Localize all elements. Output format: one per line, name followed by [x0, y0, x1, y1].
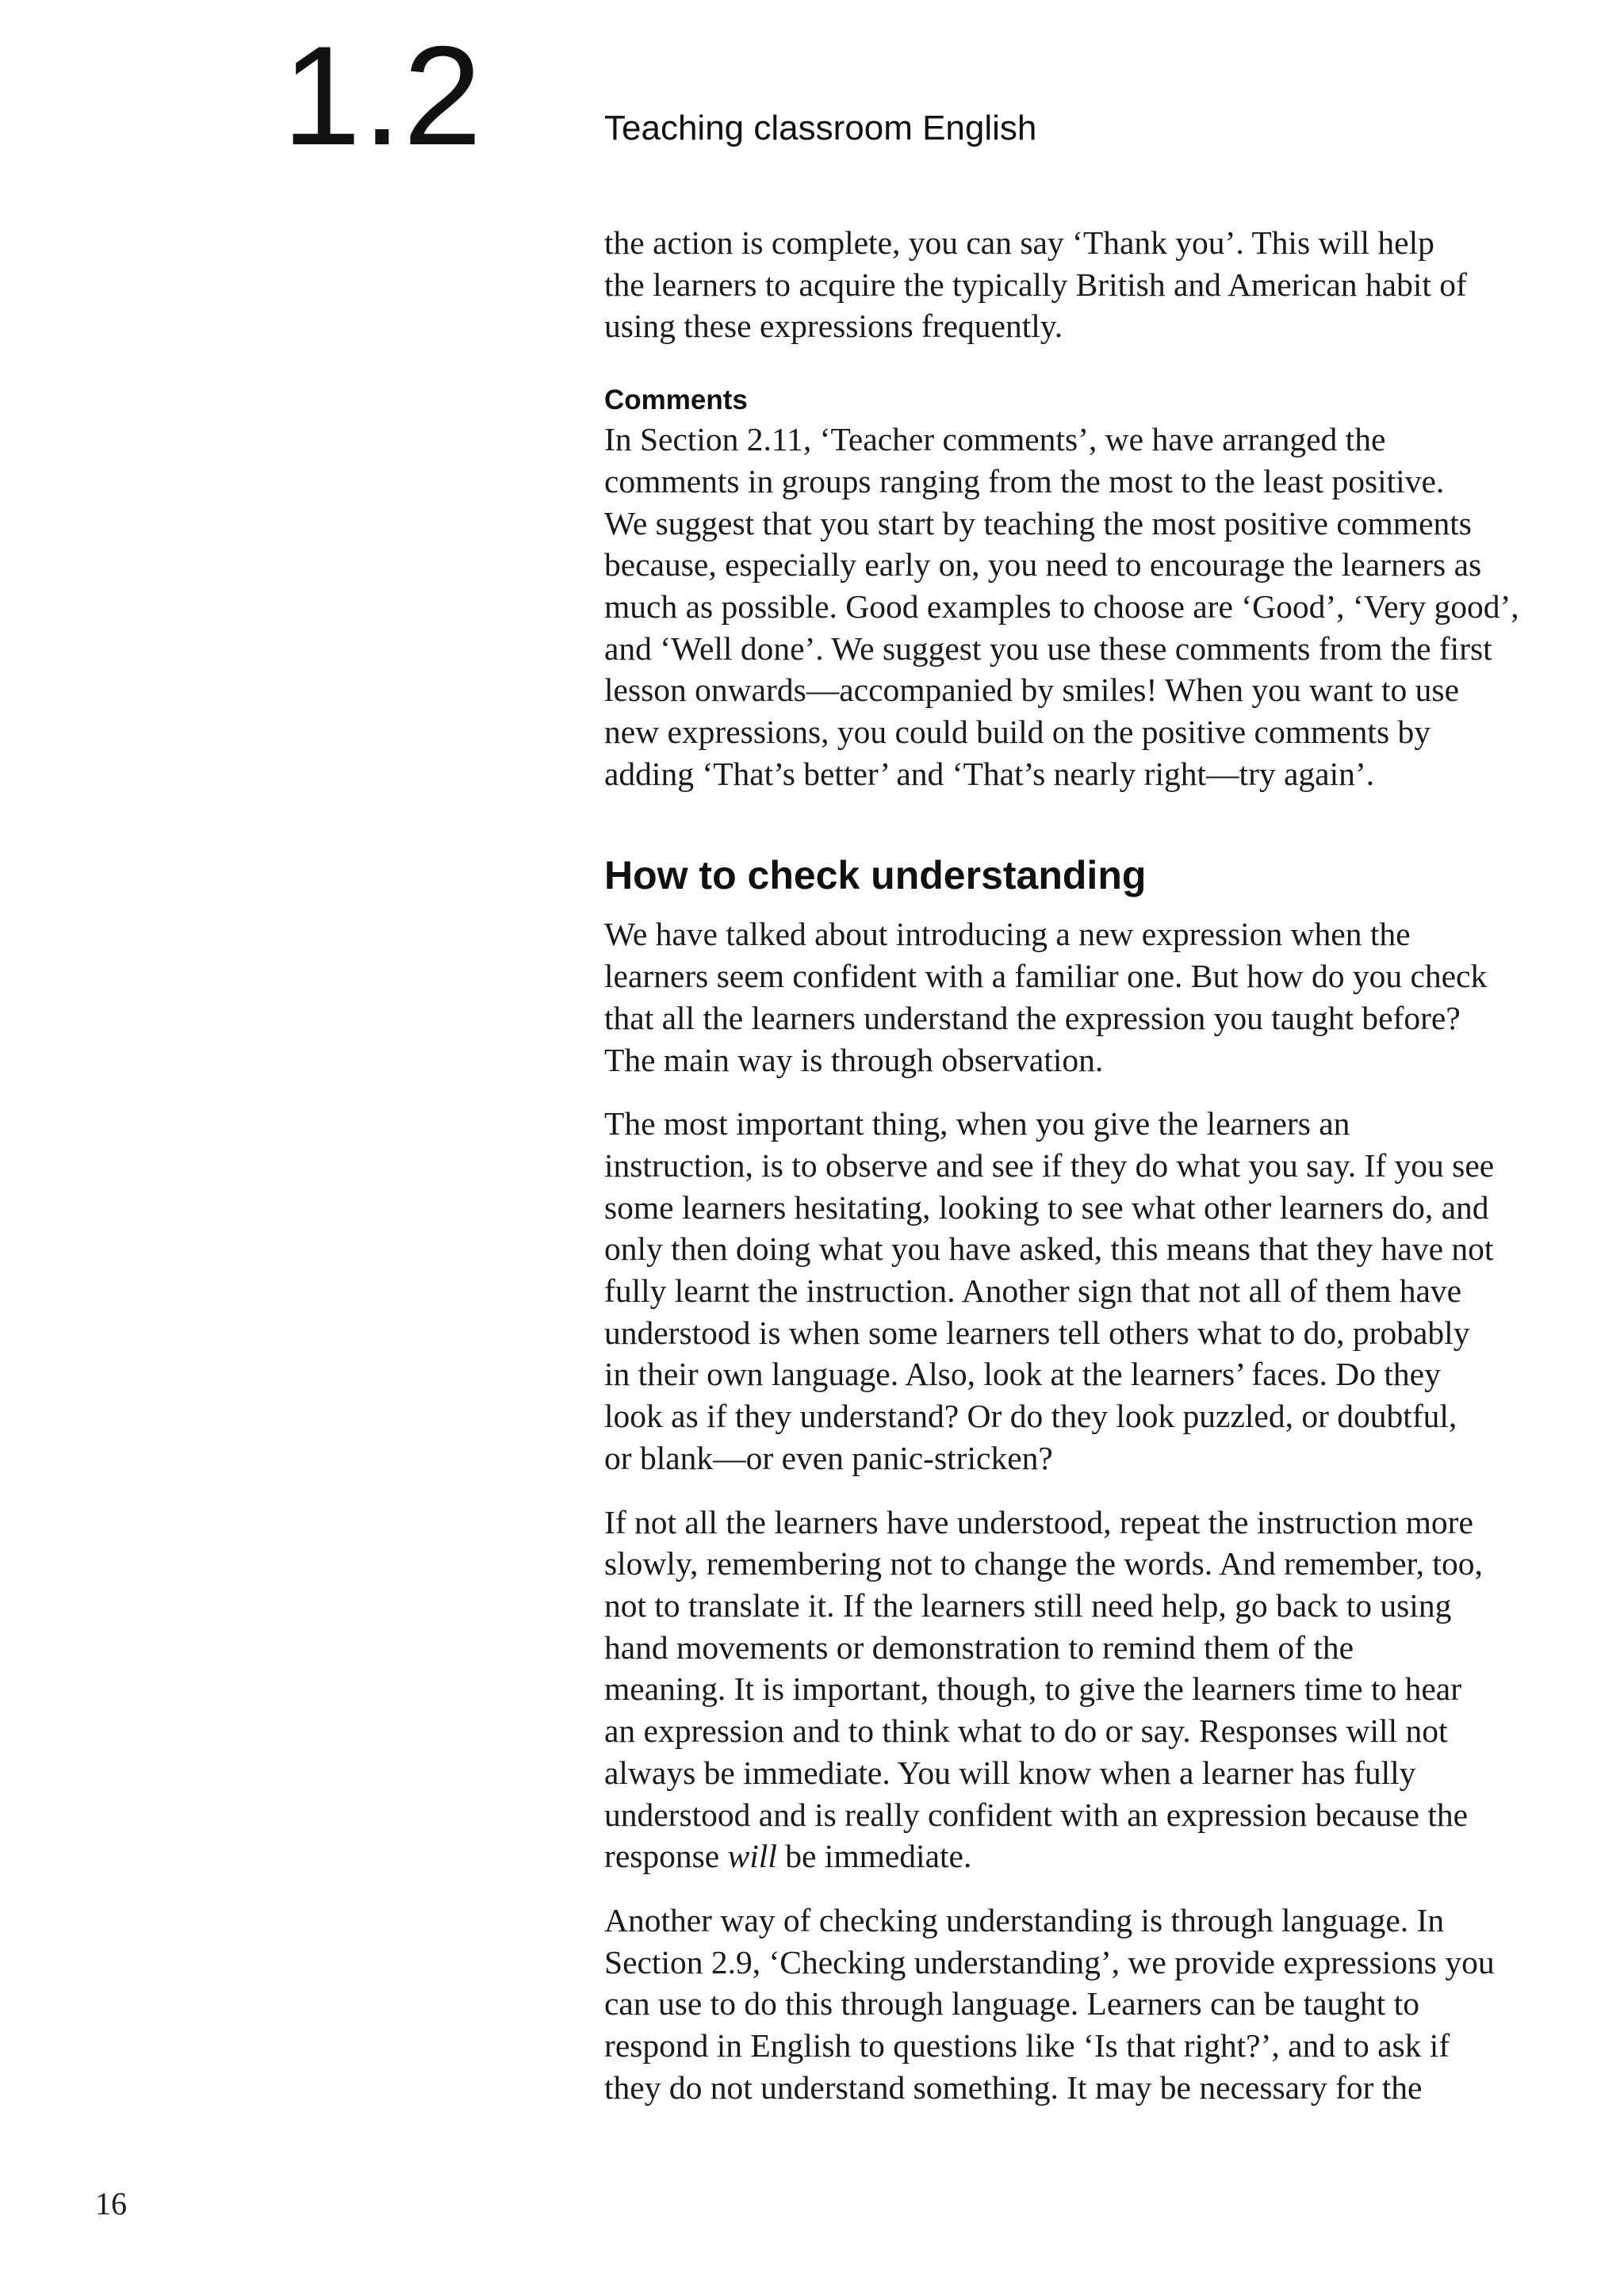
text-line: The most important thing, when you give the learners an — [604, 1105, 1350, 1142]
text-line: comments in groups ranging from the most to the least positive. — [604, 462, 1445, 499]
repeat-paragraph — [604, 1502, 1588, 1877]
text-line: lesson onwards—accompanied by smiles! When you want to use — [604, 672, 1460, 709]
comments-paragraph — [604, 419, 1588, 794]
text-line: the action is complete, you can say ‘Thank you’. This will help — [604, 224, 1434, 261]
understanding-heading: How to check understanding — [604, 853, 1147, 898]
text-run: response — [604, 1838, 728, 1875]
comments-subheading: Comments — [604, 385, 748, 416]
text-run: be immediate. — [776, 1838, 972, 1875]
text-line: respond in English to questions like ‘Is that right?’, and to ask if — [604, 2027, 1450, 2064]
text-line: learners seem confident with a familiar one. But how do you check — [604, 958, 1488, 995]
text-line: not to translate it. If the learners still need help, go back to using — [604, 1586, 1452, 1624]
text-line: the learners to acquire the typically British and American habit of — [604, 266, 1467, 303]
language-paragraph — [604, 1900, 1588, 2109]
intro-paragraph — [604, 222, 1588, 347]
text-line: always be immediate. You will know when a learner has fully — [604, 1754, 1416, 1791]
text-line: they do not understand something. It may be necessary for the — [604, 2068, 1423, 2106]
section-number: 1.2 — [282, 17, 484, 174]
page-content — [604, 222, 1588, 2108]
text-line: or blank—or even panic-stricken? — [604, 1439, 1053, 1476]
text-line: much as possible. Good examples to choose are ‘Good’, ‘Very good’, — [604, 587, 1519, 625]
text-line: If not all the learners have understood, repeat the instruction more — [604, 1503, 1473, 1540]
text-line: new expressions, you could build on the positive comments by — [604, 714, 1431, 751]
text-line: Another way of checking understanding is through language. In — [604, 1901, 1445, 1938]
text-line: In Section 2.11, ‘Teacher comments’, we have arranged the — [604, 421, 1386, 458]
observation-paragraph — [604, 913, 1588, 1081]
emphasis-text: will — [727, 1838, 777, 1875]
text-line: Section 2.9, ‘Checking understanding’, we provide expressions you — [604, 1943, 1495, 1980]
section-title: Teaching classroom English — [604, 109, 1037, 147]
text-line: adding ‘That’s better’ and ‘That’s nearly right—try again’. — [604, 755, 1375, 792]
text-line: fully learnt the instruction. Another sign that not all of them have — [604, 1272, 1462, 1310]
text-line: instruction, is to observe and see if they do what you say. If you see — [604, 1146, 1495, 1184]
text-line: can use to do this through language. Learners can be taught to — [604, 1985, 1419, 2022]
text-line — [604, 1835, 1588, 1877]
text-line: understood and is really confident with an expression because the — [604, 1796, 1469, 1833]
page-number: 16 — [95, 2186, 127, 2221]
instruction-paragraph — [604, 1103, 1588, 1479]
text-line: that all the learners understand the expression you taught before? — [604, 999, 1461, 1036]
text-line: and ‘Well done’. We suggest you use these comments from the first — [604, 629, 1492, 667]
text-line: only then doing what you have asked, this means that they have not — [604, 1230, 1494, 1268]
text-line: We suggest that you start by teaching the most positive comments — [604, 504, 1472, 541]
text-line: slowly, remembering not to change the words. And remember, too, — [604, 1545, 1483, 1582]
text-line: hand movements or demonstration to remind them of the — [604, 1628, 1354, 1666]
text-line: The main way is through observation. — [604, 1041, 1104, 1078]
text-line: because, especially early on, you need to encourage the learners as — [604, 546, 1482, 584]
text-line: in their own language. Also, look at the learners’ faces. Do they — [604, 1356, 1441, 1393]
text-line: an expression and to think what to do or say. Responses will not — [604, 1712, 1448, 1750]
text-line: We have talked about introducing a new expression when the — [604, 916, 1411, 953]
text-line: understood is when some learners tell others what to do, probably — [604, 1314, 1470, 1351]
text-line: using these expressions frequently. — [604, 308, 1063, 345]
text-line: meaning. It is important, though, to give the learners time to hear — [604, 1670, 1462, 1708]
text-line: look as if they understand? Or do they look puzzled, or doubtful, — [604, 1398, 1457, 1435]
text-line: some learners hesitating, looking to see what other learners do, and — [604, 1188, 1489, 1226]
